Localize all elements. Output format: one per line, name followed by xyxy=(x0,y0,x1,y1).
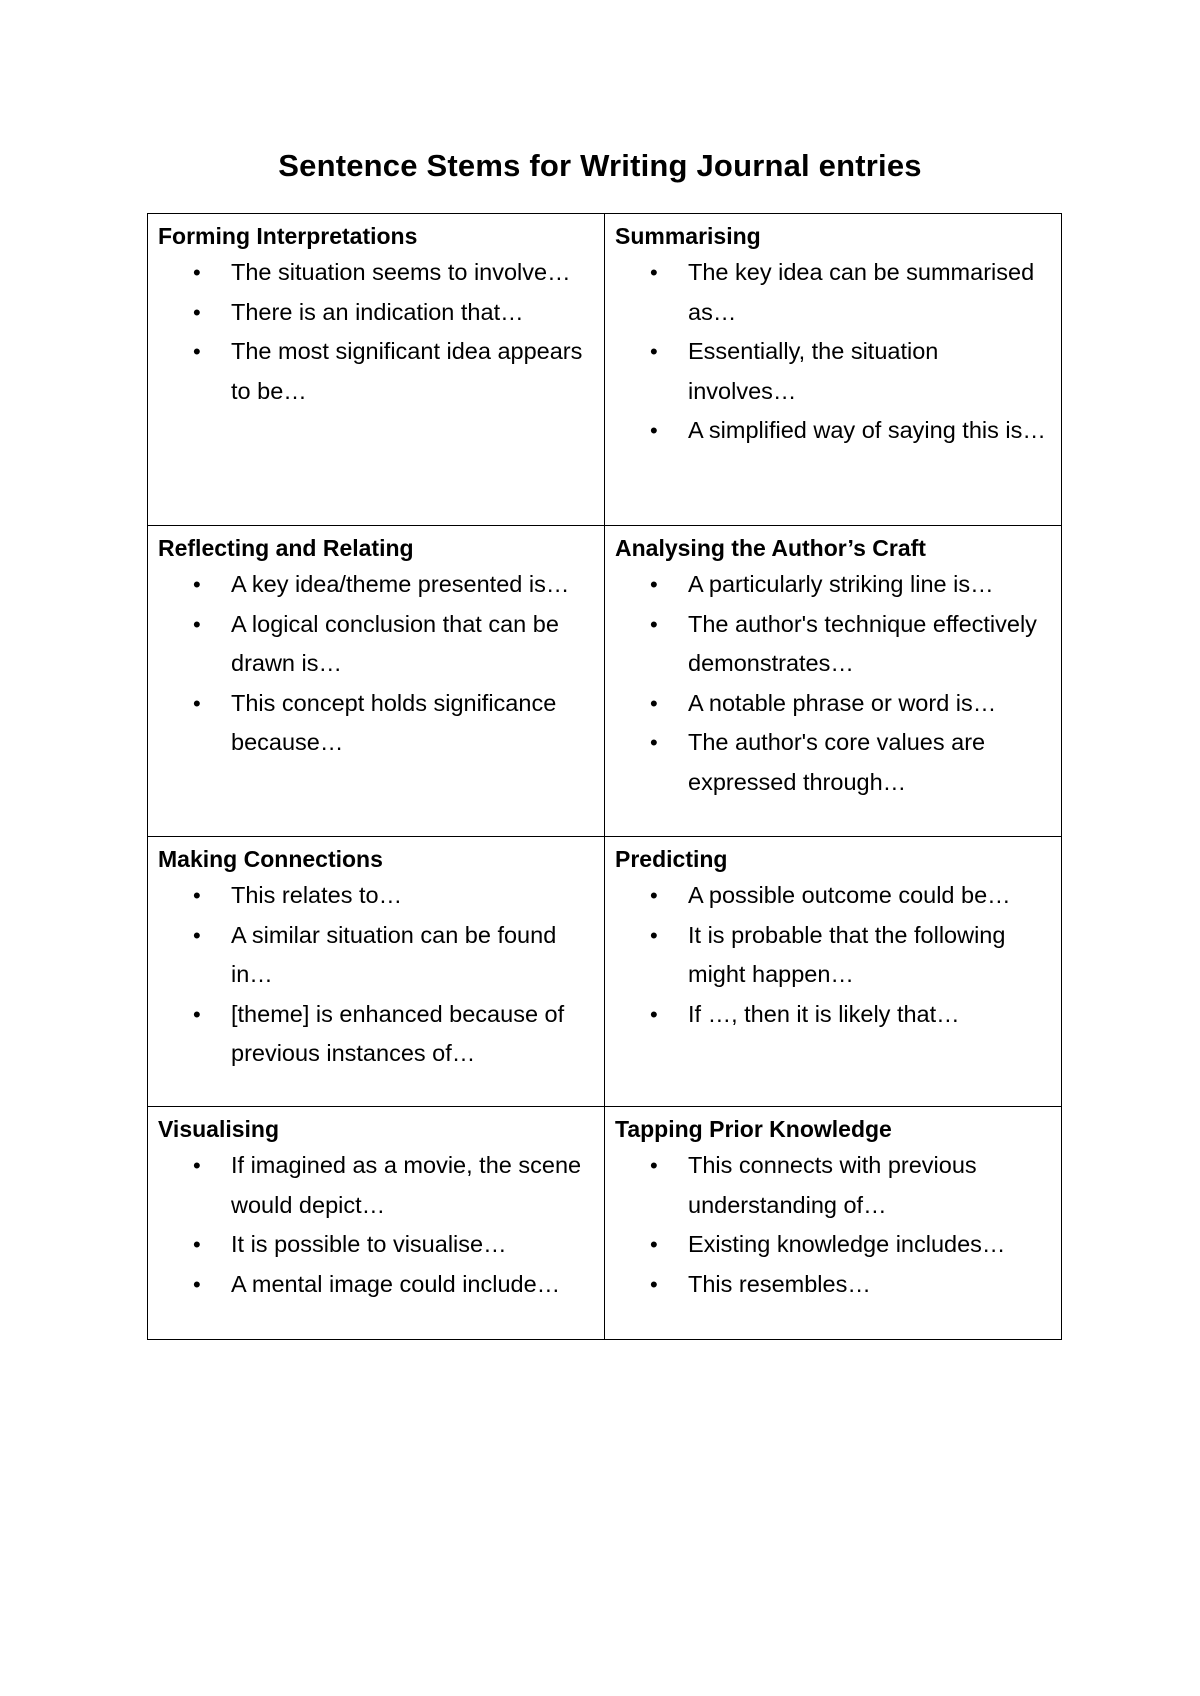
stem-text: This connects with previous understanding of… xyxy=(688,1152,977,1218)
bullet-icon: • xyxy=(193,299,201,325)
cell-reflecting-and-relating xyxy=(148,526,605,837)
bullet-icon: • xyxy=(193,260,201,285)
stem-text: The situation seems to involve… xyxy=(231,259,571,285)
bullet-icon: • xyxy=(193,339,201,364)
bullet-icon: • xyxy=(193,1271,201,1297)
table-row xyxy=(148,526,1062,837)
list-item xyxy=(650,411,1053,451)
table-row xyxy=(148,1107,1062,1340)
stem-text: A notable phrase or word is… xyxy=(688,689,997,716)
bullet-icon: • xyxy=(650,611,658,637)
list-item xyxy=(650,876,1053,916)
stem-text: A logical conclusion that can be drawn is… xyxy=(231,610,559,676)
stem-text: The author's technique effectively demonstrates… xyxy=(688,610,1037,676)
stem-list xyxy=(158,253,596,411)
bullet-icon: • xyxy=(193,1153,201,1178)
list-item xyxy=(650,1146,1053,1225)
stem-list xyxy=(158,565,596,763)
stem-text: A similar situation can be found in… xyxy=(231,921,557,987)
cell-heading: Analysing the Author’s Craft xyxy=(615,535,926,561)
bullet-icon: • xyxy=(193,572,201,597)
bullet-icon: • xyxy=(193,1232,201,1257)
stem-text: If …, then it is likely that… xyxy=(688,1000,960,1027)
list-item xyxy=(193,876,596,916)
list-item xyxy=(650,605,1053,684)
cell-heading: Predicting xyxy=(615,846,728,872)
stem-text: Essentially, the situation involves… xyxy=(688,338,939,404)
list-item xyxy=(193,995,596,1074)
list-item xyxy=(650,332,1053,411)
stem-list xyxy=(615,876,1053,1034)
list-item xyxy=(193,332,596,411)
stem-text: The key idea can be summarised as… xyxy=(688,259,1035,325)
list-item xyxy=(193,1265,596,1305)
bullet-icon: • xyxy=(193,611,201,637)
bullet-icon: • xyxy=(193,922,201,948)
list-item xyxy=(650,916,1053,995)
bullet-icon: • xyxy=(650,1001,658,1027)
bullet-icon: • xyxy=(193,1001,201,1027)
table-row xyxy=(148,837,1062,1107)
list-item xyxy=(193,684,596,763)
stem-text: This relates to… xyxy=(231,882,403,908)
cell-heading: Reflecting and Relating xyxy=(158,535,414,561)
bullet-icon: • xyxy=(650,883,658,908)
stem-text: It is probable that the following might happen… xyxy=(688,921,1006,987)
list-item xyxy=(650,253,1053,332)
table-row xyxy=(148,214,1062,526)
stem-text: This concept holds significance because… xyxy=(231,689,557,755)
bullet-icon: • xyxy=(650,418,658,443)
cell-visualising xyxy=(148,1107,605,1340)
cell-forming-interpretations xyxy=(148,214,605,526)
list-item xyxy=(193,565,596,605)
stem-text: This resembles… xyxy=(688,1270,871,1297)
list-item xyxy=(650,995,1053,1035)
list-item xyxy=(650,565,1053,605)
list-item xyxy=(193,605,596,684)
bullet-icon: • xyxy=(650,1153,658,1178)
bullet-icon: • xyxy=(650,922,658,948)
stem-list xyxy=(615,1146,1053,1304)
stem-text: A key idea/theme presented is… xyxy=(231,571,570,597)
list-item xyxy=(193,253,596,293)
bullet-icon: • xyxy=(193,690,201,716)
list-item xyxy=(650,1265,1053,1305)
list-item xyxy=(193,1146,596,1225)
cell-heading: Visualising xyxy=(158,1116,280,1142)
cell-analysing-the-authors-craft xyxy=(605,526,1062,837)
list-item xyxy=(650,684,1053,724)
bullet-icon: • xyxy=(650,730,658,755)
stem-list xyxy=(158,876,596,1074)
cell-tapping-prior-knowledge xyxy=(605,1107,1062,1340)
bullet-icon: • xyxy=(650,260,658,285)
list-item xyxy=(650,1225,1053,1265)
stem-list xyxy=(158,1146,596,1304)
stem-list xyxy=(615,253,1053,451)
bullet-icon: • xyxy=(650,1271,658,1297)
bullet-icon: • xyxy=(650,339,658,364)
cell-predicting xyxy=(605,837,1062,1107)
cell-making-connections xyxy=(148,837,605,1107)
cell-heading: Tapping Prior Knowledge xyxy=(615,1116,892,1142)
stem-text: A mental image could include… xyxy=(231,1270,561,1297)
cell-heading: Summarising xyxy=(615,223,761,249)
list-item xyxy=(193,1225,596,1265)
stem-text: Existing knowledge includes… xyxy=(688,1231,1006,1257)
stem-list xyxy=(615,565,1053,802)
stem-text: The most significant idea appears to be… xyxy=(231,338,583,404)
stem-text: A simplified way of saying this is… xyxy=(688,417,1046,443)
stem-text: A possible outcome could be… xyxy=(688,882,1011,908)
list-item xyxy=(193,916,596,995)
bullet-icon: • xyxy=(650,1232,658,1257)
cell-heading: Making Connections xyxy=(158,846,383,872)
bullet-icon: • xyxy=(650,572,658,597)
cell-summarising xyxy=(605,214,1062,526)
bullet-icon: • xyxy=(193,883,201,908)
stem-text: [theme] is enhanced because of previous instances of… xyxy=(231,1000,565,1066)
cell-heading: Forming Interpretations xyxy=(158,223,418,249)
stem-text: A particularly striking line is… xyxy=(688,571,994,597)
sentence-stems-table xyxy=(147,213,1062,1340)
bullet-icon: • xyxy=(650,690,658,716)
page-title: Sentence Stems for Writing Journal entries xyxy=(278,148,922,183)
stem-text: If imagined as a movie, the scene would depict… xyxy=(231,1152,582,1218)
list-item xyxy=(193,293,596,333)
stem-text: The author's core values are expressed through… xyxy=(688,729,986,795)
list-item xyxy=(650,723,1053,802)
stem-text: It is possible to visualise… xyxy=(231,1231,507,1257)
stem-text: There is an indication that… xyxy=(231,298,524,325)
